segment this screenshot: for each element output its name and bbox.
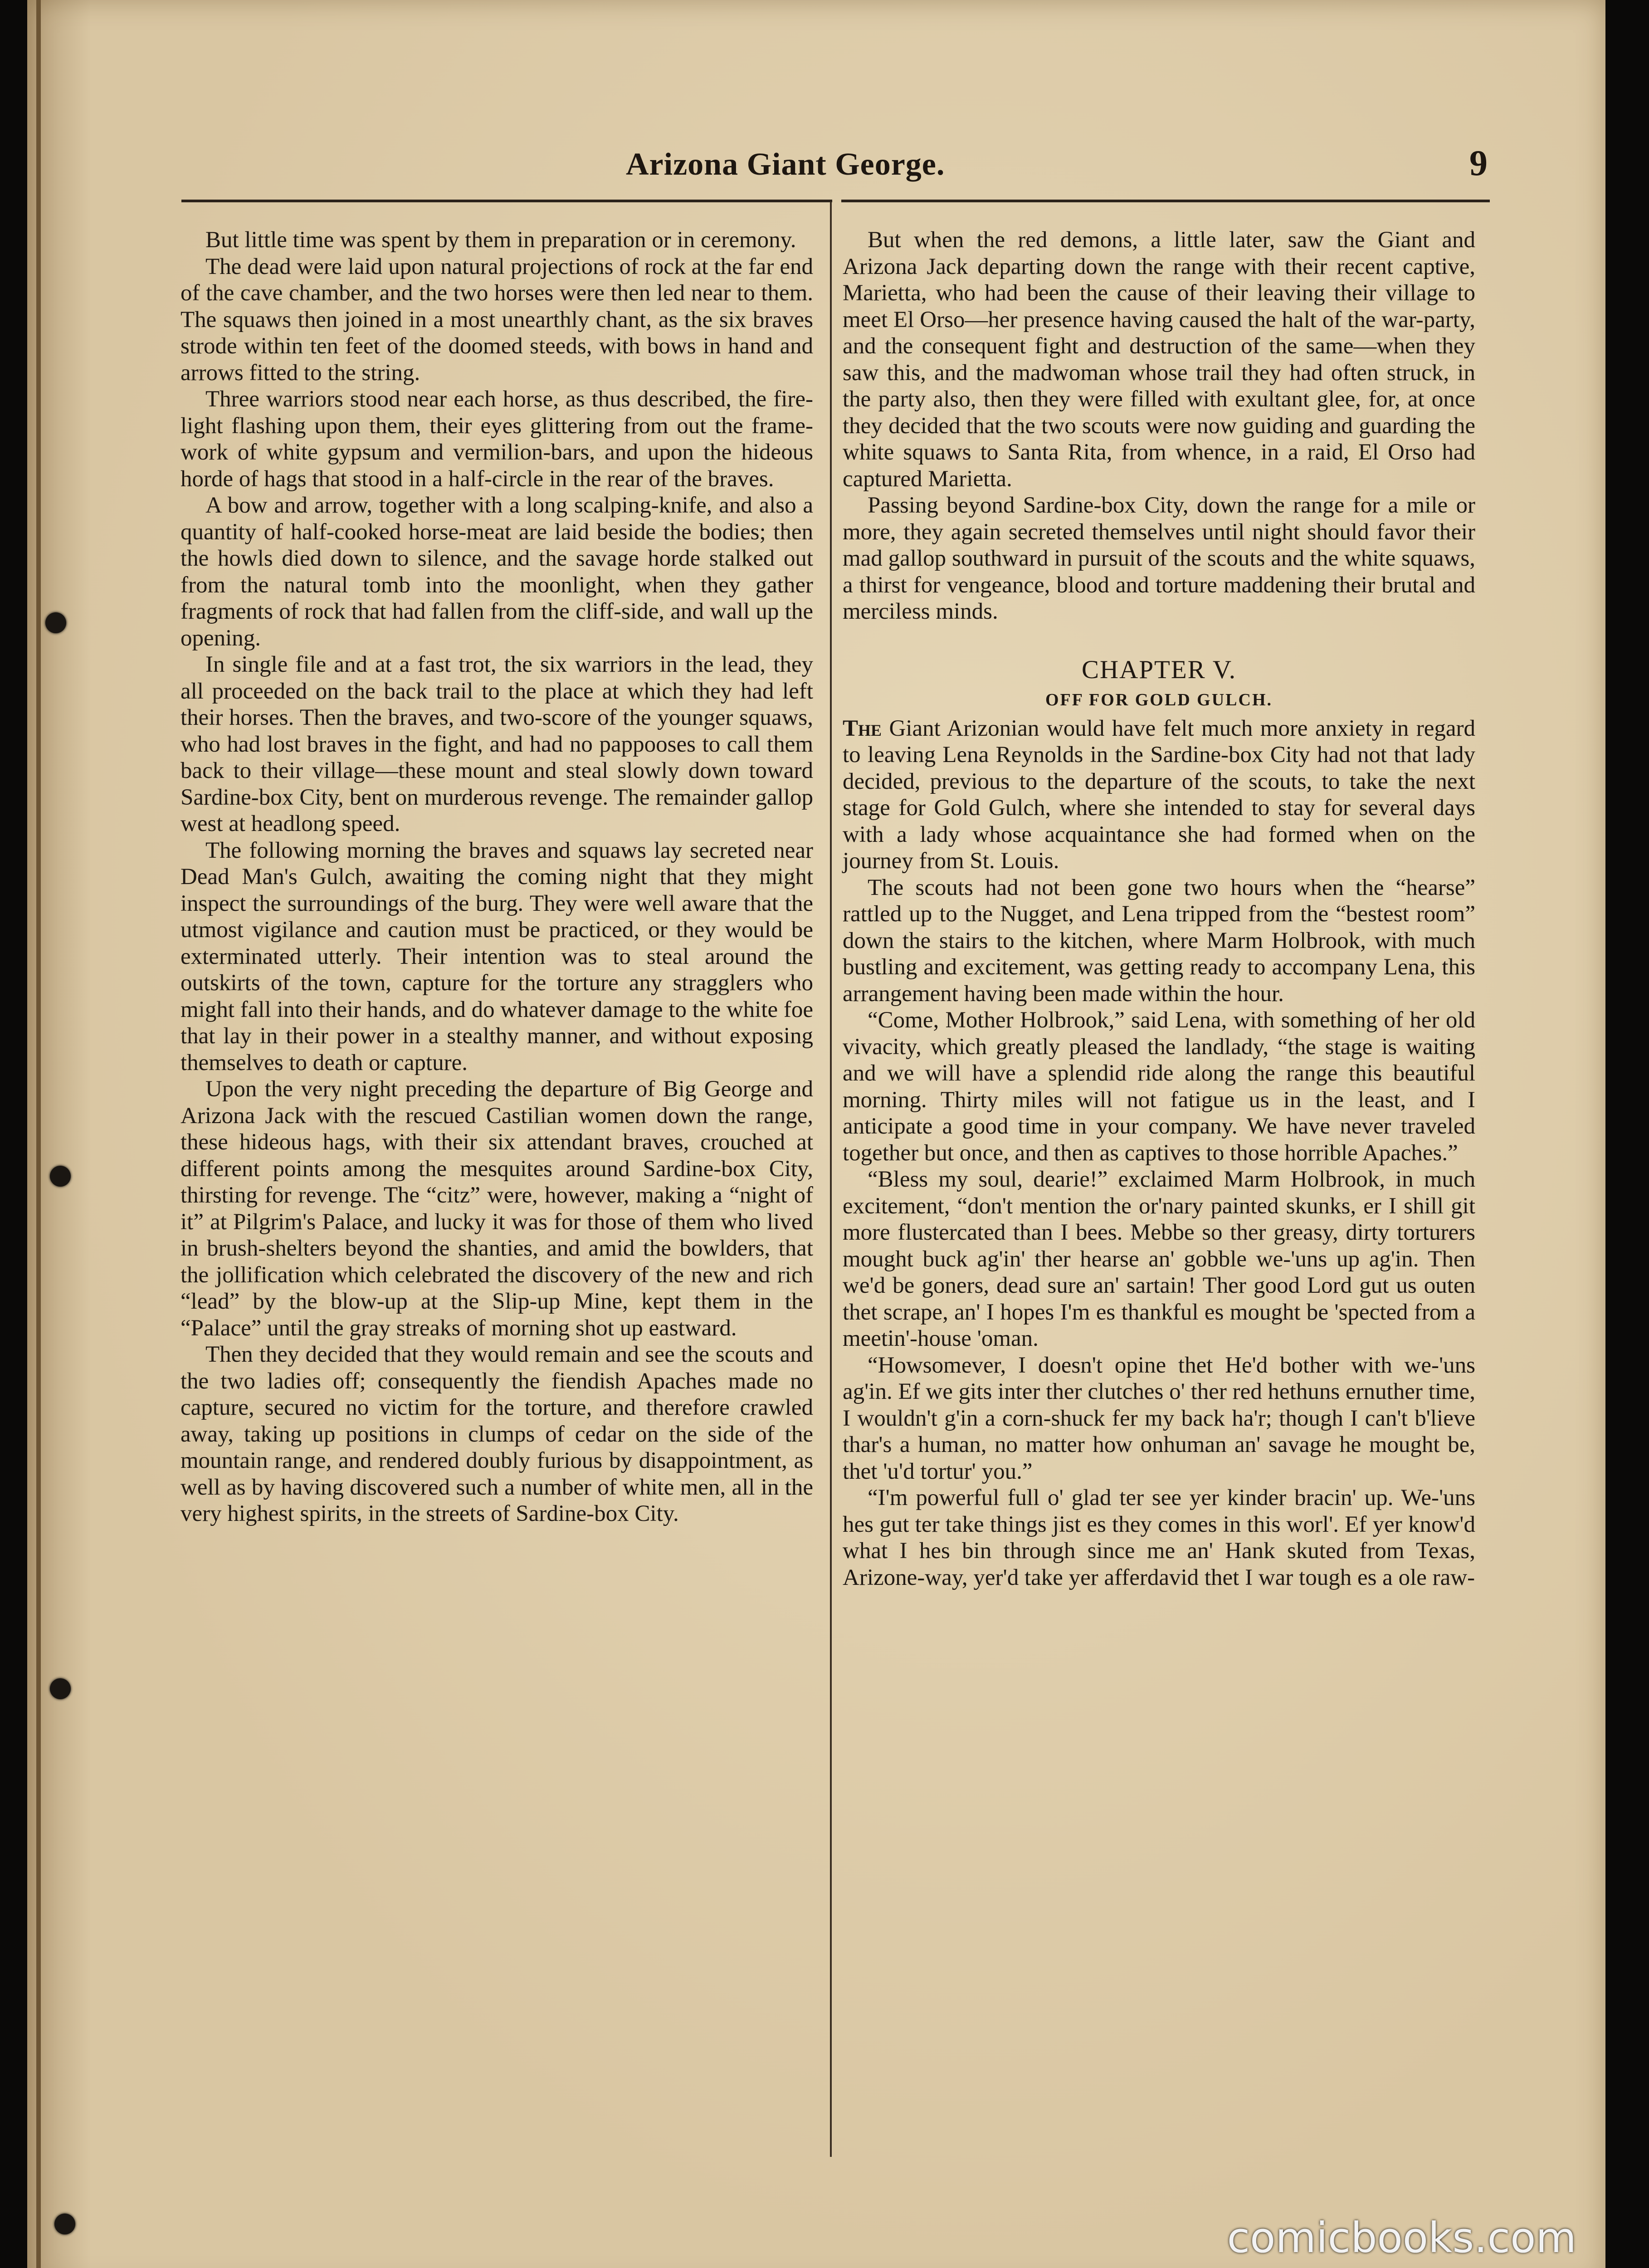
paragraph: Upon the very night preceding the departure of Big George and Arizona Jack with the rescued Castilian women down the range, these hideous hags, with their six attendant braves, crouched at different points among the mesquites around Sardine-box City, thirsting for revenge. The “citz” were, however, making a “night of it” at Pilgrim's Palace, and lucky it was for those of them who lived in brush-shelters beyond the shanties, and amid the bowlders, that the jollification which celebrated the discovery of the new and rich “lead” by the blow-up at the Slip-up Mine, kept them in the “Palace” until the gray streaks of morning shot up eastward. (181, 1076, 813, 1341)
left-column (181, 227, 813, 1527)
paragraph: But when the red demons, a little later, saw the Giant and Arizona Jack departing down the range with their recent captive, Marietta, who had been the cause of their leaving their village to meet El Orso—her presence having caused the halt of the war-party, and the consequent fight and destruction of the same—when they saw this, and the madwoman whose trail they had often struck, in the party also, then they were filled with exultant glee, for, at once they decided that the two scouts were now guiding and guarding the white squaws to Santa Rita, from whence, in a raid, El Orso had captured Marietta. (843, 227, 1475, 492)
paragraph: The scouts had not been gone two hours when the “hearse” rattled up to the Nugget, and Lena tripped from the “bestest room” down the stairs to the kitchen, where Marm Holbrook, with much bustling and excitement, was getting ready to accompany Lena, this arrangement having been made within the hour. (843, 875, 1475, 1007)
paragraph: Passing beyond Sardine-box City, down the range for a mile or more, they again secreted themselves until night should favor their mad gallop southward in pursuit of the scouts and the white squaws, a thirst for vengeance, blood and torture maddening their brutal and merciless minds. (843, 493, 1475, 624)
running-title: Arizona Giant George. (626, 147, 945, 182)
header-rule-left (181, 200, 832, 202)
paragraph: Three warriors stood near each horse, as thus described, the fire-light flashing upon them, their eyes glittering from out the frame-work of white gypsum and vermilion-bars, and upon the hideous horde of hags that stood in a half-circle in the rear of the braves. (181, 386, 813, 492)
page-number: 9 (1469, 143, 1488, 183)
staple-hole (50, 1166, 71, 1187)
paragraph: In single file and at a fast trot, the six warriors in the lead, they all proceeded on the back trail to the place at which they had left their horses. Then the braves, and two-score of the younger squaws, who had lost braves in the fight, and had no pappooses to call them back to their village—these mount and steal slowly down toward Sardine-box City, bent on murderous revenge. The remainder gallop west at headlong speed. (181, 652, 813, 836)
paragraph: But little time was spent by them in preparation or in ceremony. (205, 227, 796, 253)
paragraph: “Howsomever, I doesn't opine thet He'd bother with we-'uns ag'in. Ef we gits inter ther clutches o' ther red hethuns ernuther time, I wouldn't g'in a corn-shuck fer my back ha'r; though I can't b'lieve thar's a human, no matter how onhuman an' savage he mought be, thet 'u'd tortur' you.” (843, 1352, 1475, 1484)
lead-text: Giant Arizonian would have felt much more anxiety in regard to leaving Lena Reynolds in the Sardine-box City had not that lady decided, previous to the departure of the scouts, to take the next stage for Gold Gulch, where she intended to stay for several days with a lady whose acquaintance she had formed when on the journey from St. Louis. (843, 715, 1475, 874)
lead-word: The (843, 715, 882, 741)
paragraph: “Bless my soul, dearie!” exclaimed Marm Holbrook, in much excitement, “don't mention the or'nary painted skunks, er I shill git more flustercated than I bees. Mebbe so ther greasy, dirty torturers mought buck ag'in' ther hearse an' gobble we-'uns up ag'in. Then we'd be goners, dead sure an' sartain! Ther good Lord gut us outen thet scrape, an' I hopes I'm es thankful es mought be 'spected from a meetin'-house 'oman. (843, 1167, 1475, 1351)
running-header (181, 143, 1488, 197)
header-rule-right (841, 200, 1490, 202)
staple-hole (50, 1678, 71, 1699)
chapter-heading: CHAPTER V. (1082, 655, 1236, 684)
staple-hole (54, 2214, 75, 2234)
paragraph: Then they decided that they would remain and see the scouts and the two ladies off; consequently the fiendish Apaches made no capture, secured no victim for the torture, and therefore crawled away, taking up positions in clumps of cedar on the side of the mountain range, and rendered doubly furious by disappointment, as well as by having discovered such a number of white men, all in the very highest spirits, in the streets of Sardine-box City. (181, 1342, 813, 1526)
paragraph: “I'm powerful full o' glad ter see yer kinder bracin' up. We-'uns hes gut ter take things jist es they comes in this worl'. Ef yer know'd what I hes bin through since me an' Hank skuted from Texas, Arizone-way, yer'd take yer afferdavid thet I war tough es a ole raw- (843, 1485, 1475, 1590)
chapter-subtitle: OFF FOR GOLD GULCH. (1045, 690, 1273, 709)
chapter-opening-paragraph (843, 715, 1475, 875)
paragraph: The following morning the braves and squaws lay secreted near Dead Man's Gulch, awaiting the coming night that they might inspect the surroundings of the burg. They were well aware that the utmost vigilance and caution must be practiced, or they would be exterminated utterly. Their intention was to steal around the outskirts of the town, capture for the torture any stragglers who might fall into their hands, and do whatever damage to the white foe that lay in their power in a stealthy manner, and without exposing themselves to death or capture. (181, 837, 814, 1075)
staple-hole (45, 612, 66, 633)
column-divider (830, 202, 832, 2157)
paragraph: “Come, Mother Holbrook,” said Lena, with something of her old vivacity, which greatly pleased the landlady, “the stage is waiting and we will have a splendid ride along the range this beautiful morning. Thirty miles will not fatigue us in the least, and I anticipate a good time in your company. We have never traveled together but once, and then as captives to those horrible Apaches.” (843, 1007, 1475, 1166)
right-column (843, 227, 1475, 1591)
binding-edge (36, 0, 41, 2268)
paragraph: The dead were laid upon natural projections of rock at the far end of the cave chamber, and the two horses were then led near to them. The squaws then joined in a most unearthly chant, as the six braves strode within ten feet of the doomed steeds, with bows in hand and arrows fitted to the string. (181, 254, 813, 386)
paragraph: A bow and arrow, together with a long scalping-knife, and also a quantity of half-cooked horse-meat are laid beside the bodies; then the howls died down to silence, and the savage horde stalked out from the natural tomb into the moonlight, when they gather fragments of rock that had fallen from the cliff-side, and wall up the opening. (181, 493, 813, 651)
site-watermark: comicbooks.com (1227, 2214, 1576, 2262)
